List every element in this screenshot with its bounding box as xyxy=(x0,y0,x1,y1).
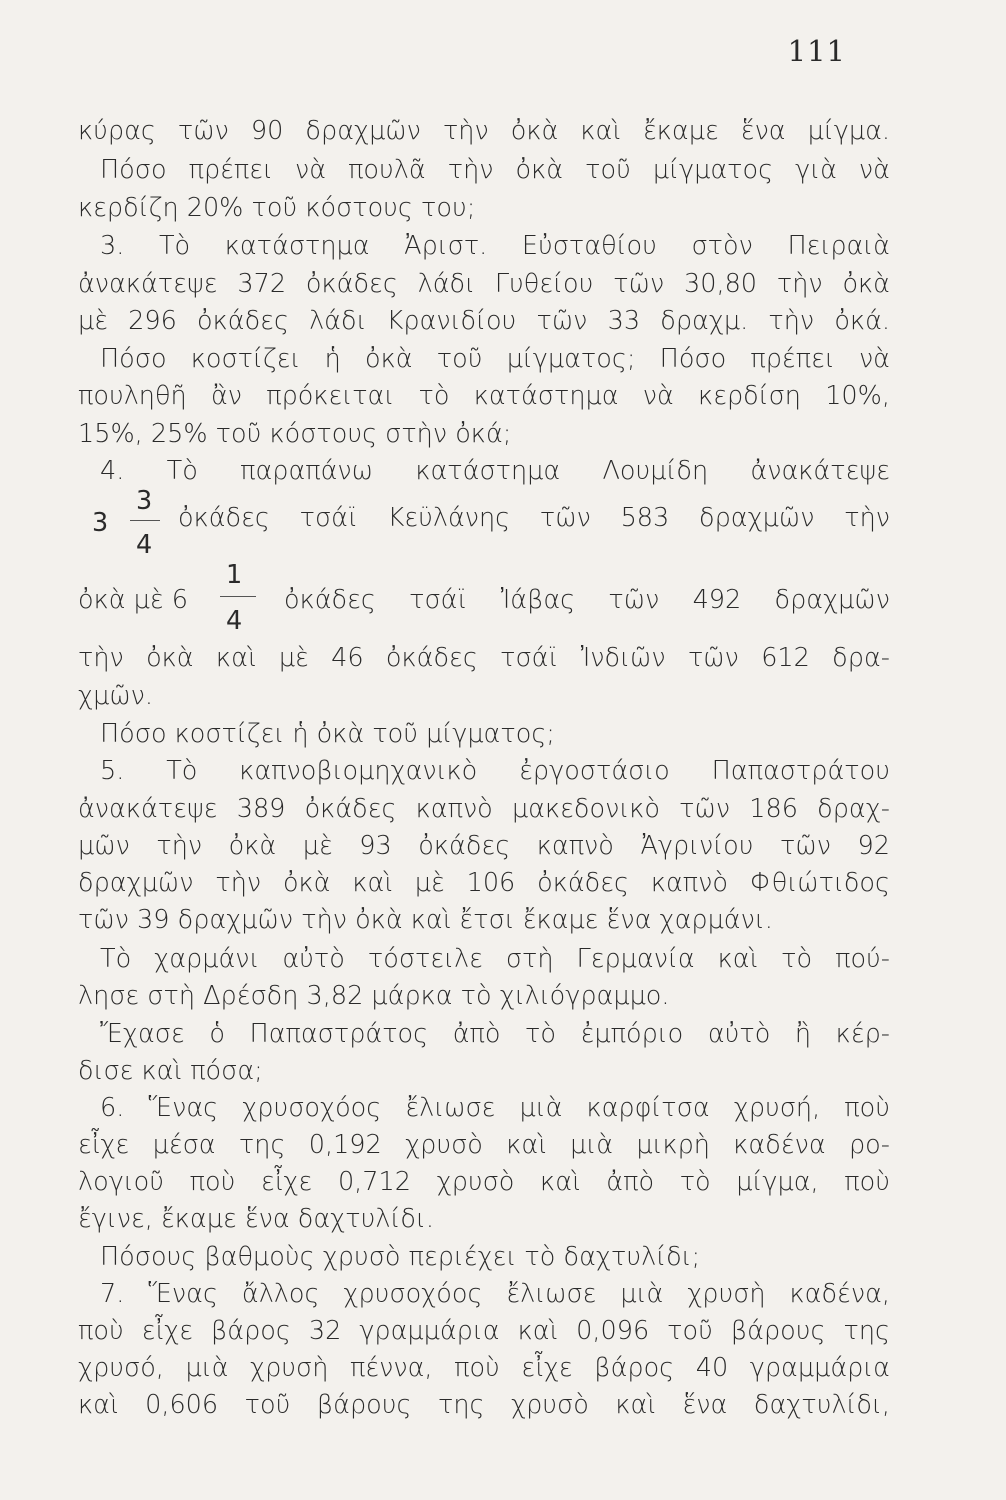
fraction-numerator: 3 xyxy=(136,486,153,516)
text-line: 5. Τὸ καπνοβιομηχανικὸ ἐργοστάσιο Παπαστράτου xyxy=(100,756,890,786)
text-line: μῶν τὴν ὀκὰ μὲ 93 ὀκάδες καπνὸ Ἀγρινίου τῶν 92 xyxy=(78,831,890,861)
text-line: ἀνακάτεψε 389 ὀκάδες καπνὸ μακεδονικὸ τῶν 186 δραχ- xyxy=(78,794,890,824)
text-line: ἔγινε, ἔκαμε ἕνα δαχτυλίδι. xyxy=(78,1204,434,1234)
text-line: Τὸ χαρμάνι αὐτὸ τόστειλε στὴ Γερμανία καὶ τὸ πού- xyxy=(100,944,890,974)
text-line: λογιοῦ ποὺ εἶχε 0,712 χρυσὸ καὶ ἀπὸ τὸ μίγμα, ποὺ xyxy=(78,1167,890,1197)
fraction-bar xyxy=(220,596,256,597)
fraction-denominator: 4 xyxy=(136,530,153,560)
text-line: δραχμῶν τὴν ὀκὰ καὶ μὲ 106 ὀκάδες καπνὸ Φθιώτιδος xyxy=(78,868,890,898)
text-line: ὀκάδες τσάϊ Κεϋλάνης τῶν 583 δραχμῶν τὴν xyxy=(178,503,890,533)
text-line: τὴν ὀκὰ καὶ μὲ 46 ὀκάδες τσάϊ Ἰνδιῶν τῶν 612 δρα- xyxy=(78,643,890,673)
text-line: τῶν 39 δραχμῶν τὴν ὀκὰ καὶ ἔτσι ἔκαμε ἕνα χαρμάνι. xyxy=(78,905,773,935)
text-line: Πόσο πρέπει νὰ πουλᾶ τὴν ὀκὰ τοῦ μίγματος γιὰ νὰ xyxy=(100,155,890,185)
text-line: Πόσο κοστίζει ἡ ὀκὰ τοῦ μίγματος; Πόσο πρέπει νὰ xyxy=(100,344,890,374)
text-line: πουληθῆ ἂν πρόκειται τὸ κατάστημα νὰ κερδίση 10%, xyxy=(78,381,890,411)
fraction-numerator: 1 xyxy=(226,560,243,590)
fraction-whole: 3 xyxy=(92,508,109,538)
text-line: κύρας τῶν 90 δραχμῶν τὴν ὀκὰ καὶ ἔκαμε ἕνα μίγμα. xyxy=(78,116,890,146)
text-line: εἶχε μέσα της 0,192 χρυσὸ καὶ μιὰ μικρὴ καδένα ρο- xyxy=(78,1130,890,1160)
text-line: λησε στὴ Δρέσδη 3,82 μάρκα τὸ χιλιόγραμμο. xyxy=(78,981,670,1011)
text-line: Πόσους βαθμοὺς χρυσὸ περιέχει τὸ δαχτυλίδι; xyxy=(100,1242,701,1272)
text-line: ὀκὰ μὲ 6 xyxy=(78,585,188,615)
text-line: 4. Τὸ παραπάνω κατάστημα Λουμίδη ἀνακάτεψε xyxy=(100,456,890,486)
fraction-denominator: 4 xyxy=(226,606,243,636)
text-line: μὲ 296 ὀκάδες λάδι Κρανιδίου τῶν 33 δραχμ. τὴν ὀκά. xyxy=(78,306,890,336)
text-line: δισε καὶ πόσα; xyxy=(78,1056,263,1086)
text-line: κερδίζη 20% τοῦ κόστους του; xyxy=(78,193,476,223)
text-line: καὶ 0,606 τοῦ βάρους της χρυσὸ καὶ ἕνα δαχτυλίδι, xyxy=(78,1390,890,1420)
text-line: ἀνακάτεψε 372 ὀκάδες λάδι Γυθείου τῶν 30,80 τὴν ὀκὰ xyxy=(78,269,890,299)
text-line: ποὺ εἶχε βάρος 32 γραμμάρια καὶ 0,096 τοῦ βάρους της xyxy=(78,1316,890,1346)
text-line: 6. Ἕνας χρυσοχόος ἔλιωσε μιὰ καρφίτσα χρυσή, ποὺ xyxy=(100,1093,890,1123)
text-line: Πόσο κοστίζει ἡ ὀκὰ τοῦ μίγματος; xyxy=(100,719,555,749)
text-line: 15%, 25% τοῦ κόστους στὴν ὀκά; xyxy=(78,419,512,449)
text-line: Ἔχασε ὁ Παπαστράτος ἀπὸ τὸ ἐμπόριο αὐτὸ ἢ κέρ- xyxy=(100,1019,890,1049)
fraction-bar xyxy=(130,520,160,521)
text-line: χρυσό, μιὰ χρυσὴ πέννα, ποὺ εἶχε βάρος 40 γραμμάρια xyxy=(78,1353,890,1383)
page-number: 111 xyxy=(787,34,846,68)
text-line: 3. Τὸ κατάστημα Ἀριστ. Εὐσταθίου στὸν Πειραιὰ xyxy=(100,231,890,261)
text-line: χμῶν. xyxy=(78,681,154,711)
text-line: ὀκάδες τσάϊ Ἰάβας τῶν 492 δραχμῶν xyxy=(284,585,890,615)
text-line: 7. Ἕνας ἄλλος χρυσοχόος ἔλιωσε μιὰ χρυσὴ καδένα, xyxy=(100,1279,890,1309)
